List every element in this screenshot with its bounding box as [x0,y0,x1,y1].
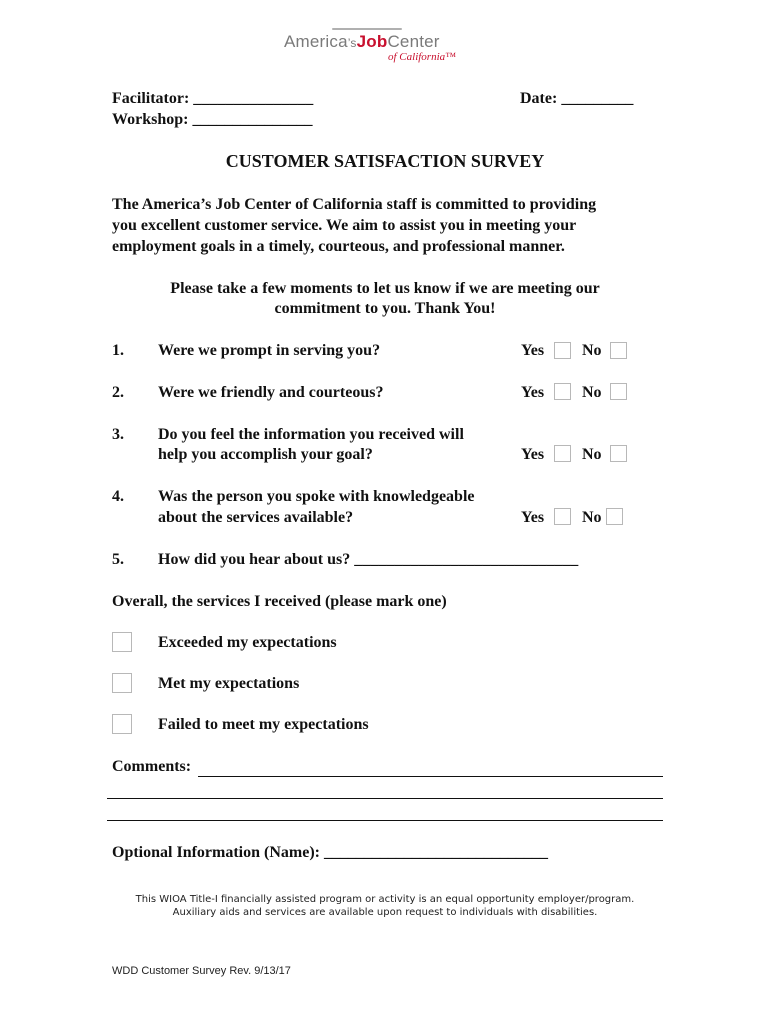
yes-label: Yes [521,384,545,401]
yes-checkbox[interactable] [554,445,571,462]
request-line-1: Please take a few moments to let us know if we are meeting our [170,280,600,297]
no-checkbox[interactable] [610,383,627,400]
yes-checkbox[interactable] [554,383,571,400]
logo-subtitle: of California™ [388,51,456,63]
yes-label: Yes [521,446,545,463]
revision-label: WDD Customer Survey Rev. 9/13/17 [112,965,291,977]
workshop-field[interactable]: Workshop: _______________ [112,111,313,128]
eeo-notice-line-1: This WIOA Title-I financially assisted program or activity is an equal opportunity employer/program. [135,894,635,905]
question-number: 1. [112,342,124,359]
logo-wordmark: America’sJobCenter [284,32,440,51]
date-field[interactable]: Date: _________ [520,90,634,107]
question-number: 5. [112,551,124,568]
yes-label: Yes [521,509,545,526]
question-text-continued: help you accomplish your goal? [158,446,373,463]
option-label: Exceeded my expectations [158,634,337,651]
logo-swoosh [332,28,402,30]
option-checkbox[interactable] [112,714,132,734]
no-label: No [582,509,602,526]
option-label: Met my expectations [158,675,300,692]
question-text-continued: about the services available? [158,509,354,526]
facilitator-field[interactable]: Facilitator: _______________ [112,90,314,107]
option-label: Failed to meet my expectations [158,716,369,733]
question-text: Was the person you spoke with knowledgeable [158,488,475,505]
request-line-2: commitment to you. Thank You! [274,300,496,317]
intro-line-3: employment goals in a timely, courteous, and professional manner. [112,238,565,255]
question-text: Were we prompt in serving you? [158,342,381,359]
page-title: CUSTOMER SATISFACTION SURVEY [225,151,545,171]
eeo-notice-line-2: Auxiliary aids and services are available upon request to individuals with disabilities. [172,907,598,918]
how-heard-field[interactable]: How did you hear about us? ____________________________ [158,551,579,568]
option-checkbox[interactable] [112,673,132,693]
comments-line[interactable] [198,776,663,777]
option-checkbox[interactable] [112,632,132,652]
question-number: 2. [112,384,124,401]
overall-heading: Overall, the services I received (please mark one) [112,593,447,610]
comments-line[interactable] [107,798,663,799]
yes-checkbox[interactable] [554,342,571,359]
yes-checkbox[interactable] [554,508,571,525]
no-label: No [582,384,602,401]
intro-line-1: The America’s Job Center of California staff is committed to providing [112,196,597,213]
question-number: 4. [112,488,124,505]
no-label: No [582,446,602,463]
no-label: No [582,342,602,359]
question-text: Were we friendly and courteous? [158,384,384,401]
no-checkbox[interactable] [606,508,623,525]
logo [284,28,494,68]
question-text: Do you feel the information you received will [158,426,464,443]
optional-name-field[interactable]: Optional Information (Name): ____________________________ [112,844,548,861]
comments-label: Comments: [112,758,192,775]
question-number: 3. [112,426,124,443]
yes-label: Yes [521,342,545,359]
no-checkbox[interactable] [610,342,627,359]
comments-line[interactable] [107,820,663,821]
no-checkbox[interactable] [610,445,627,462]
intro-line-2: you excellent customer service. We aim to assist you in meeting your [112,217,577,234]
